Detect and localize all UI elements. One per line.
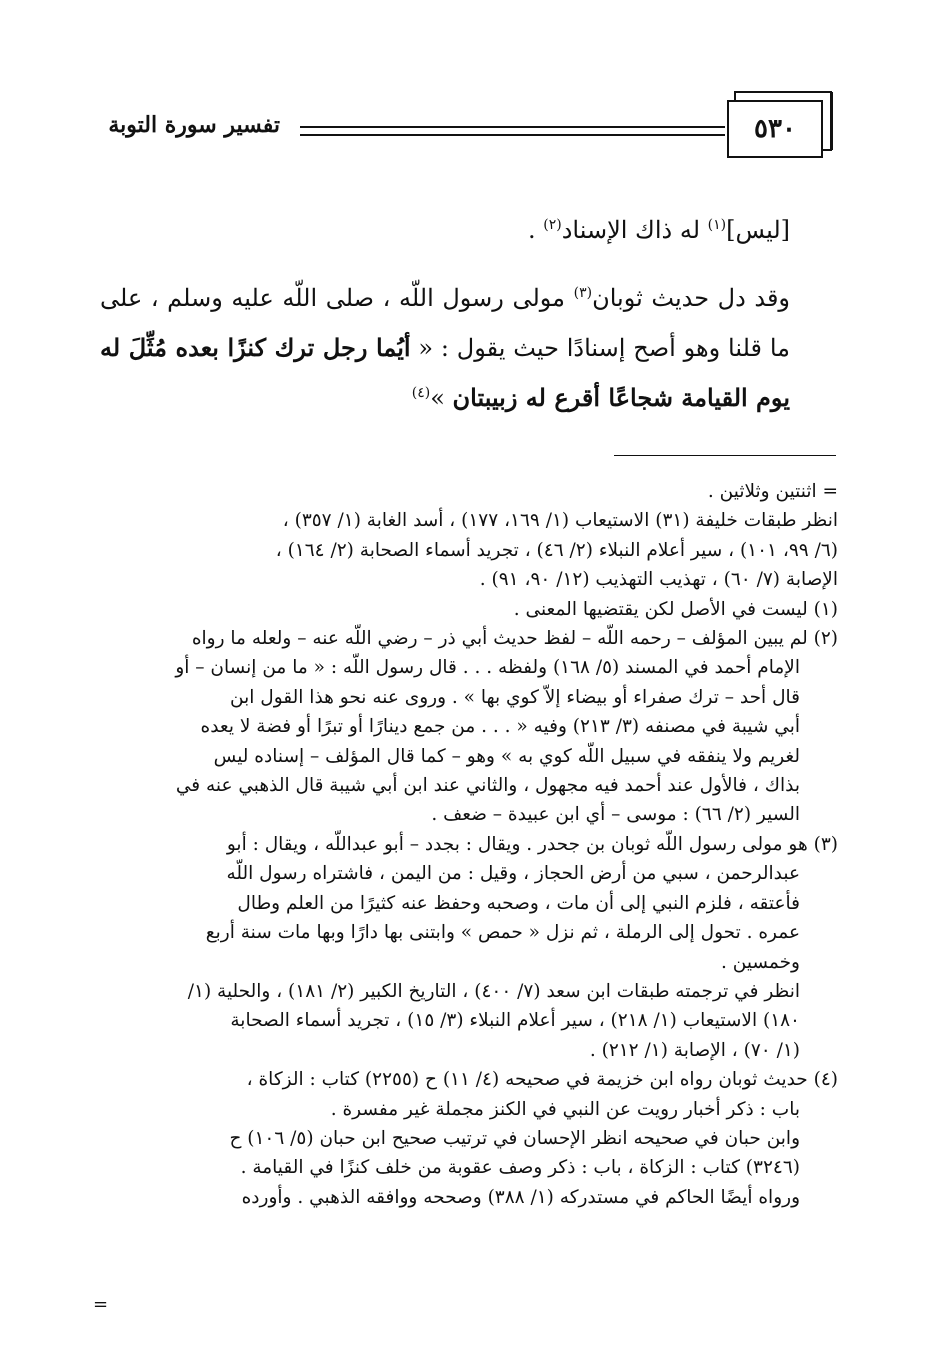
text-segment: له ذاك الإسناد xyxy=(561,216,708,244)
running-header-title: تفسير سورة التوبة xyxy=(108,112,280,138)
footnote-line: فأعتقه ، فلزم النبي إلى أن مات ، وصحبه وحفظ عنه كثيرًا من العلم وطال xyxy=(237,892,800,914)
footnote-line: (٣٢٤٦) كتاب : الزكاة ، باب : ذكر وصف عقوبة من خلف كنزًا في القيامة . xyxy=(240,1157,800,1179)
footnote-ref: (١) xyxy=(707,217,727,233)
footnotes xyxy=(100,477,838,1212)
footnote-ref: (٤) xyxy=(411,385,431,401)
paragraph-1 xyxy=(100,205,842,255)
footnote-ref: (٣) xyxy=(573,285,593,301)
paragraph-2 xyxy=(100,273,842,423)
continued-mark: = xyxy=(93,1294,109,1315)
header-rule-bottom xyxy=(300,134,725,136)
footnote-1 xyxy=(100,595,838,624)
text-segment: وقد دل حديث ثوبان xyxy=(592,284,791,312)
footnote-line: ورواه أيضًا الحاكم في مستدركه (١/ ٣٨٨) وصححه ووافقه الذهبي . وأورده xyxy=(241,1186,800,1208)
footnote-continuation xyxy=(100,477,838,595)
footnote-line: وخمسين . xyxy=(721,951,800,973)
hadith-quote: أيُما رجل ترك كنزًا بعده مُثِّلَ له يوم القيامة شجاعًا أقرع له زبيبتان xyxy=(100,333,790,412)
footnote-line: (٣) هو مولى رسول اللّه ثوبان بن جحدر . ويقال : بجدد – أبو عبداللّه ، ويقال : أبو xyxy=(226,833,838,855)
main-text xyxy=(100,205,842,441)
footnote-line: الإمام أحمد في المسند (٥/ ١٦٨) ولفظه . . . قال رسول اللّه : « ما من إنسان – أو xyxy=(175,657,800,679)
footnote-line: عبدالرحمن ، سبي من أرض الحجاز ، وقيل : من اليمن ، فاشتراه رسول اللّه xyxy=(226,863,800,885)
footnote-ref: (٢) xyxy=(543,217,562,233)
text-segment: [ليس] xyxy=(726,216,790,244)
footnote-line: (١/ ٧٠) ، الإصابة (١/ ٢١٢) . xyxy=(589,1039,800,1061)
footnote-line: قال أحد – ترك صفراء أو بيضاء إلاّ كوي بها » . وروى عنه نحو هذا القول ابن xyxy=(230,686,800,708)
footnote-line: (٢) لم يبين المؤلف – رحمه اللّه – لفظ حديث أبي ذر – رضي اللّه عنه – ولعله ما رواه xyxy=(191,628,838,650)
text-segment: » xyxy=(430,384,453,412)
footnote-line: السير (٢/ ٦٦) : موسى – أي ابن عبيدة – ضعف . xyxy=(431,804,800,826)
footnote-4 xyxy=(100,1065,838,1212)
footnote-line: = اثنتين وثلاثين . xyxy=(707,481,838,502)
footnote-line: وابن حبان في صحيحه انظر الإحسان في ترتيب صحيح ابن حبان (٥/ ١٠٦) ح xyxy=(229,1127,800,1149)
footnote-line: عمره . تحول إلى الرملة ، ثم نزل « حمص » وابتنى بها دارًا وبها مات سنة أربع xyxy=(205,922,800,944)
footnote-line: (٦/ ٩٩، ١٠١) ، سير أعلام النبلاء (٢/ ٤٦) ، تجريد أسماء الصحابة (٢/ ١٦٤) ، xyxy=(275,539,838,561)
footnote-line: (١) ليست في الأصل لكن يقتضيها المعنى . xyxy=(513,598,838,620)
footnote-line: بذاك ، فالأول عند أحمد فيه مجهول ، والثاني عند ابن أبي شيبة قال الذهبي عنه في xyxy=(175,775,800,797)
footnote-2 xyxy=(100,624,838,830)
footnote-line: الإصابة (٧/ ٦٠) ، تهذيب التهذيب (١٢/ ٩٠، ٩١) . xyxy=(479,569,838,591)
text-segment: . xyxy=(527,216,544,244)
page-number: ٥٣٠ xyxy=(727,100,823,158)
footnote-line: لغريم ولا ينفقه في سبيل اللّه كوي به » وهو – كما قال المؤلف – إسناده ليس xyxy=(213,745,800,767)
footnote-line: باب : ذكر أخبار رويت عن النبي في الكنز مجملة غير مفسرة . xyxy=(330,1098,800,1120)
footnote-line: انظر طبقات خليفة (٣١) الاستيعاب (١/ ١٦٩، ١٧٧) ، أسد الغابة (١/ ٣٥٧) ، xyxy=(282,510,838,532)
footnote-separator xyxy=(614,455,836,456)
footnote-line: ١٨٠) الاستيعاب (١/ ٢١٨) ، سير أعلام النبلاء (٣/ ١٥) ، تجريد أسماء الصحابة xyxy=(230,1010,800,1032)
footnote-line: أبي شيبة في مصنفه (٣/ ٢١٣) وفيه « . . . من جمع دينارًا أو تبرًا أو فضة لا يعده xyxy=(200,716,800,738)
header-rule-top xyxy=(300,126,725,128)
text-segment: مولى رسول اللّه ، صلى اللّه عليه وسلم ، على ما قلنا وهو أصح إسنادًا حيث يقول : « xyxy=(100,284,790,362)
footnote-line: انظر في ترجمته طبقات ابن سعد (٧/ ٤٠٠) ، التاريخ الكبير (٢/ ١٨١) ، والحلية (١/ xyxy=(187,980,800,1002)
footnote-line: (٤) حديث ثوبان رواه ابن خزيمة في صحيحه (٤/ ١١) ح (٢٢٥٥) كتاب : الزكاة ، xyxy=(246,1069,838,1091)
footnote-3 xyxy=(100,830,838,1065)
